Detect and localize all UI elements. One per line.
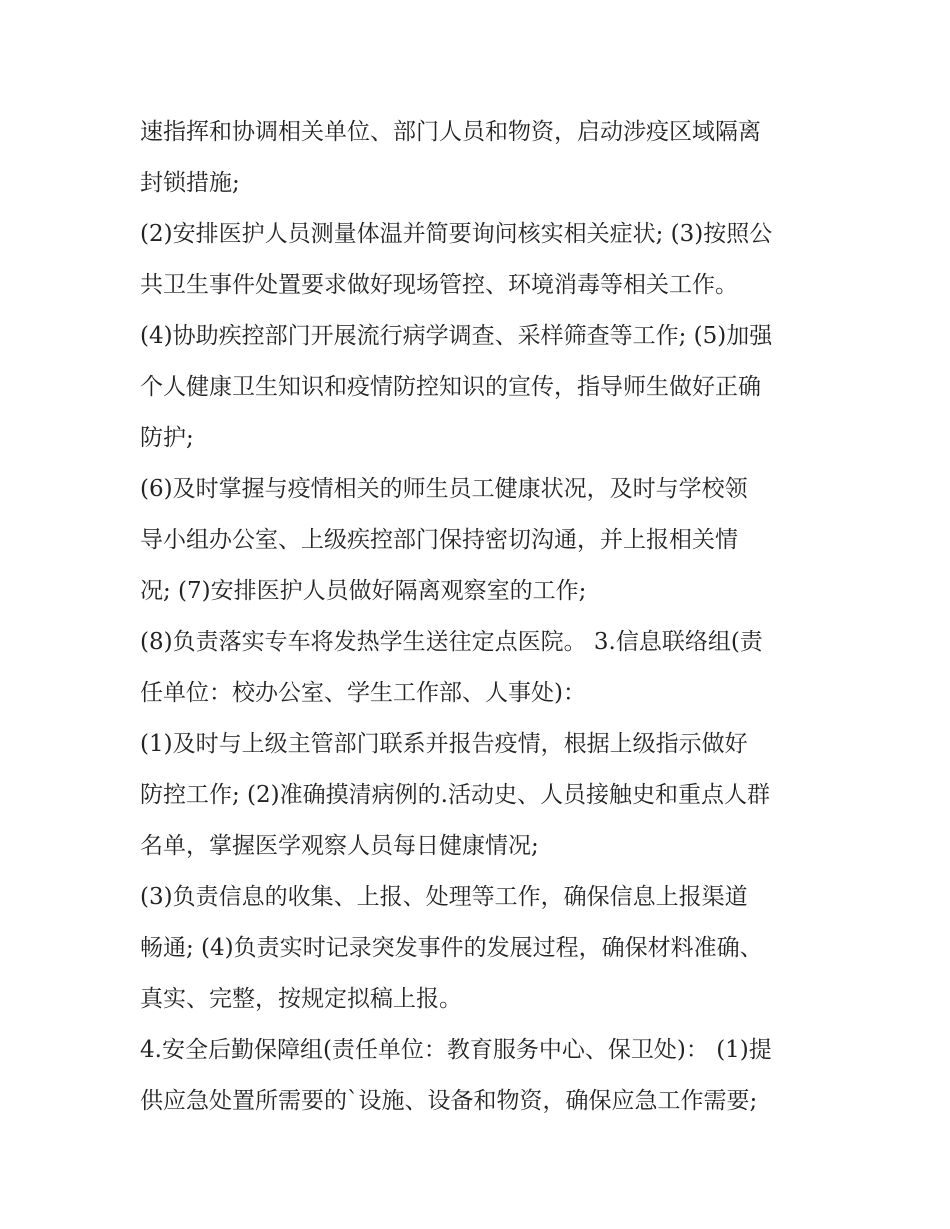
text-line: (6)及时掌握与疫情相关的师生员工健康状况，及时与学校领 — [140, 476, 748, 502]
text-line: (2)安排医护人员测量体温并简要询问核实相关症状; (3)按照公 — [140, 221, 773, 247]
text-line: 导小组办公室、上级疾控部门保持密切沟通，并上报相关情 — [140, 527, 738, 553]
text-line: 封锁措施; — [140, 170, 240, 196]
text-line: 任单位：校办公室、学生工作部、人事处)： — [140, 680, 586, 706]
text-line: 防护; — [140, 425, 194, 451]
text-line: 个人健康卫生知识和疫情防控知识的宣传，指导师生做好正确 — [140, 374, 761, 400]
text-line: 真实、完整，按规定拟稿上报。 — [140, 986, 462, 1012]
text-line: 4.安全后勤保障组(责任单位：教育服务中心、保卫处)： (1)提 — [140, 1037, 772, 1063]
document-body — [140, 107, 820, 1127]
text-line: 况; (7)安排医护人员做好隔离观察室的工作; — [140, 578, 587, 604]
text-line: (1)及时与上级主管部门联系并报告疫情，根据上级指示做好 — [140, 731, 748, 757]
text-line: 名单，掌握医学观察人员每日健康情况; — [140, 833, 539, 859]
text-line: 防控工作; (2)准确摸清病例的.活动史、人员接触史和重点人群 — [140, 782, 770, 808]
text-line: (4)协助疾控部门开展流行病学调查、采样筛查等工作; (5)加强 — [140, 323, 773, 349]
text-line: (8)负责落实专车将发热学生送往定点医院。 3.信息联络组(责 — [140, 629, 763, 655]
text-line: 共卫生事件处置要求做好现场管控、环境消毒等相关工作。 — [140, 272, 738, 298]
text-line: 速指挥和协调相关单位、部门人员和物资，启动涉疫区域隔离 — [140, 119, 761, 145]
text-line: 供应急处置所需要的`设施、设备和物资，确保应急工作需要; — [140, 1088, 758, 1114]
text-line: (3)负责信息的收集、上报、处理等工作，确保信息上报渠道 — [140, 884, 748, 910]
text-line: 畅通; (4)负责实时记录突发事件的发展过程，确保材料准确、 — [140, 935, 763, 961]
